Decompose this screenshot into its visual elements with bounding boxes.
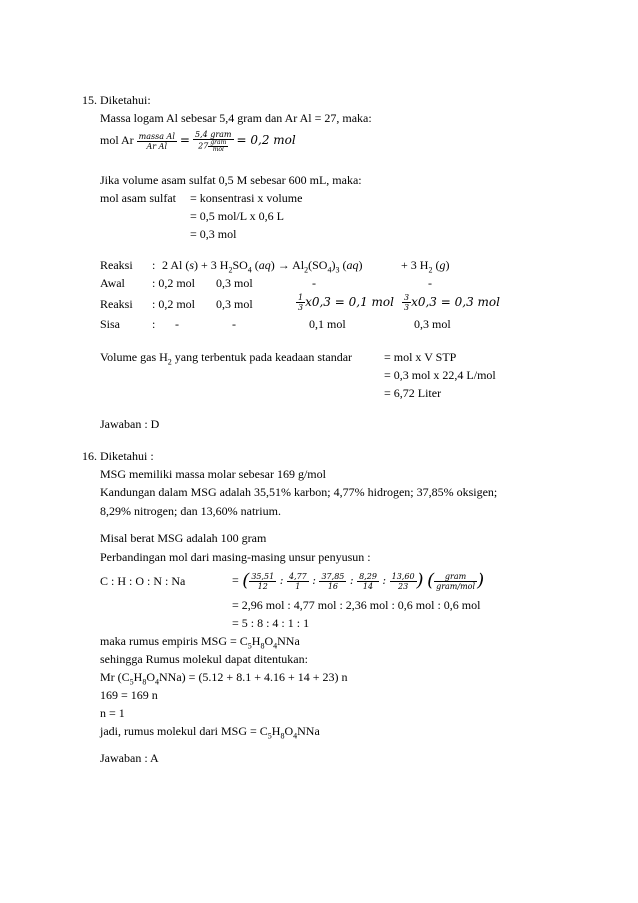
eq-part: ) — [270, 258, 278, 272]
nested-den: mol — [212, 145, 224, 153]
state-aqueous: aq — [258, 258, 271, 272]
subscript: 2 — [304, 265, 309, 275]
ratio-fractions — [232, 566, 484, 595]
subscript: 2 — [228, 265, 233, 275]
separator: : — [349, 574, 354, 587]
q16-molar-mass: MSG memiliki massa molar sebesar 169 g/mol — [100, 467, 326, 481]
sisa-colon: : — [152, 317, 156, 331]
q15-answer: Jawaban : D — [100, 417, 160, 431]
reaction-equation — [162, 258, 362, 277]
q16-ratio-intro: Perbandingan mol dari masing-masing unsur penyusun : — [100, 550, 371, 564]
question-15-number: 15. — [82, 93, 97, 107]
equals-sign: = — [179, 133, 190, 147]
eq-part: ) + 3 H — [194, 258, 229, 272]
frac-den: 23 — [397, 581, 409, 591]
text: Mr (C — [100, 670, 130, 684]
eq-part: ) — [331, 258, 336, 272]
fraction-hydrogen — [287, 572, 309, 591]
frac-den: 1 — [295, 581, 301, 591]
eq-part: Al — [289, 258, 305, 272]
eq-part: ( — [339, 258, 347, 272]
text: O — [146, 670, 156, 684]
awal-product: - — [312, 276, 316, 290]
frac-den: 12 — [257, 581, 268, 591]
frac-num: 8,29 — [359, 571, 377, 581]
text: H — [133, 670, 143, 684]
subscript: 5 — [129, 677, 134, 687]
q16-composition-cont: 8,29% nitrogen; dan 13,60% natrium. — [100, 504, 281, 518]
eq-part: ) — [358, 258, 363, 272]
reaksi-h2so4: 0,3 mol — [216, 297, 253, 311]
reaksi-label: Reaksi — [100, 297, 133, 311]
volume-line-3: = 6,72 Liter — [384, 386, 442, 400]
volume-line-2: = 0,3 mol x 22,4 L/mol — [384, 368, 496, 382]
frac-num: 3 — [404, 293, 410, 302]
sisa-h2: 0,3 mol — [414, 317, 451, 331]
frac-den: 3 — [298, 303, 304, 312]
reaksi-h2 — [402, 291, 500, 313]
eq-part: ( — [251, 258, 259, 272]
subscript: 5 — [247, 641, 252, 651]
mr-value: 169 = 169 n — [100, 688, 158, 702]
den-value: 27 — [198, 141, 209, 151]
separator: : — [382, 574, 387, 587]
subscript: 5 — [267, 731, 272, 741]
vol-text: yang terbentuk pada keadaan standar — [171, 350, 353, 364]
eq-part: 2 Al ( — [162, 258, 190, 272]
fraction-carbon — [249, 572, 276, 591]
q16-composition: Kandungan dalam MSG adalah 35,51% karbon; 4,77% hidrogen; 37,85% oksigen; — [100, 485, 498, 499]
fraction-massa-ar — [137, 132, 177, 151]
frac-num: 1 — [298, 293, 304, 302]
eq-part: (SO — [308, 258, 328, 272]
frac-num: gram — [434, 572, 477, 582]
frac-num: 35,51 — [251, 571, 275, 581]
eq-part: ) — [445, 258, 450, 272]
question-16-heading: Diketahui : — [100, 449, 154, 463]
q16-answer: Jawaban : A — [100, 751, 159, 765]
subscript: 8 — [260, 641, 265, 651]
ratio-simplified: = 5 : 8 : 4 : 1 : 1 — [232, 616, 310, 630]
subscript: 2 — [428, 265, 433, 275]
state-aqueous: aq — [346, 258, 359, 272]
question-15-heading: Diketahui: — [100, 93, 151, 107]
awal-h2: - — [428, 276, 432, 290]
frac-den: 16 — [327, 581, 339, 591]
right-paren: ) — [416, 570, 424, 591]
molecular-formula — [100, 724, 320, 743]
text: H — [251, 634, 261, 648]
vol-text: Volume gas H — [100, 350, 168, 364]
frac-den: gram/mol — [436, 581, 476, 591]
left-paren: ( — [242, 570, 250, 591]
subscript: 3 — [335, 265, 340, 275]
fraction-nitrogen — [357, 572, 379, 591]
right-paren: ) — [477, 570, 485, 591]
ratio-label: C : H : O : N : Na — [100, 574, 186, 588]
subscript: 8 — [142, 677, 147, 687]
frac-den: Ar Al — [146, 141, 168, 151]
calc-line-1: = konsentrasi x volume — [190, 191, 303, 205]
mr-equation — [100, 670, 348, 689]
subscript: 4 — [273, 641, 278, 651]
fraction-oxygen — [319, 572, 346, 591]
ratio-moles: = 2,96 mol : 4,77 mol : 2,36 mol : 0,6 mol : 0,6 mol — [232, 598, 481, 612]
q16-assumption: Misal berat MSG adalah 100 gram — [100, 531, 267, 545]
calc-label: mol asam sulfat — [100, 191, 176, 205]
awal-h2so4: 0,3 mol — [216, 276, 253, 290]
subscript: 4 — [293, 731, 298, 741]
reaksi-al: : 0,2 mol — [152, 297, 196, 311]
reaction-arrow-icon: → — [277, 258, 290, 272]
n-value: n = 1 — [100, 706, 125, 720]
h2-value: x0,3 = 0,3 mol — [411, 295, 500, 309]
reaction-hydrogen — [401, 258, 449, 277]
question-16-number: 16. — [82, 449, 97, 463]
text: NNa — [277, 634, 300, 648]
frac-num: 37,85 — [321, 571, 345, 581]
nested-num: gram — [210, 138, 227, 146]
product-value: x0,3 = 0,1 mol — [305, 295, 394, 309]
frac-num: 13,60 — [391, 571, 415, 581]
mol-prefix: mol Ar — [100, 133, 134, 147]
subscript: 4 — [155, 677, 160, 687]
text: maka rumus empiris MSG = C — [100, 634, 248, 648]
fraction-unit — [434, 572, 477, 591]
reaction-colon: : — [152, 258, 156, 272]
frac-num: massa Al — [138, 131, 175, 141]
frac-num: 4,77 — [288, 571, 307, 581]
q15-given-mass: Massa logam Al sebesar 5,4 gram dan Ar Al = 27, maka: — [100, 111, 372, 125]
state-gas: g — [439, 258, 446, 272]
frac-num: 5,4 gram — [194, 129, 232, 139]
volume-label — [100, 350, 352, 369]
frac-den: 14 — [362, 581, 374, 591]
frac-den: 3 — [404, 303, 410, 312]
sisa-al: - — [175, 317, 179, 331]
separator: : — [279, 574, 284, 587]
subscript: 4 — [247, 265, 252, 275]
equals-sign: = — [232, 573, 239, 587]
calc-line-3: = 0,3 mol — [190, 227, 237, 241]
text: NNa — [297, 724, 320, 738]
awal-al: : 0,2 mol — [152, 276, 196, 290]
text: jadi, rumus molekul dari MSG = C — [100, 724, 268, 738]
sisa-product: 0,1 mol — [309, 317, 346, 331]
left-paren: ( — [427, 570, 435, 591]
subscript: 4 — [327, 265, 332, 275]
reaksi-product — [296, 291, 394, 313]
eq-part: SO — [232, 258, 248, 272]
text: H — [271, 724, 281, 738]
awal-label: Awal — [100, 276, 125, 290]
reaction-label: Reaksi — [100, 258, 133, 272]
text: NNa) = (5.12 + 8.1 + 4.16 + 14 + 23) n — [159, 670, 348, 684]
fraction-sodium — [390, 572, 417, 591]
q15-sulfate-intro: Jika volume asam sulfat 0,5 M sebesar 600 mL, maka: — [100, 173, 362, 187]
text: O — [284, 724, 294, 738]
q16-molecular-intro: sehingga Rumus molekul dapat ditentukan: — [100, 652, 308, 666]
calc-line-2: = 0,5 mol/L x 0,6 L — [190, 209, 284, 223]
subscript: 8 — [280, 731, 285, 741]
state-solid: s — [189, 258, 195, 272]
eq-part: + 3 H — [401, 258, 429, 272]
volume-line-1: = mol x V STP — [384, 350, 457, 364]
text: O — [264, 634, 274, 648]
empirical-formula — [100, 634, 300, 653]
frac-den — [193, 140, 234, 153]
q15-mol-equation — [100, 129, 296, 153]
fraction-three-thirds — [402, 293, 411, 312]
separator: : — [312, 574, 316, 587]
fraction-one-third — [296, 293, 305, 312]
fraction-values — [193, 130, 234, 153]
sisa-label: Sisa — [100, 317, 121, 331]
mol-result: = 0,2 mol — [236, 133, 296, 147]
eq-part: ( — [432, 258, 440, 272]
subscript: 2 — [167, 357, 172, 367]
sisa-h2so4: - — [232, 317, 236, 331]
nested-fraction — [208, 140, 228, 153]
